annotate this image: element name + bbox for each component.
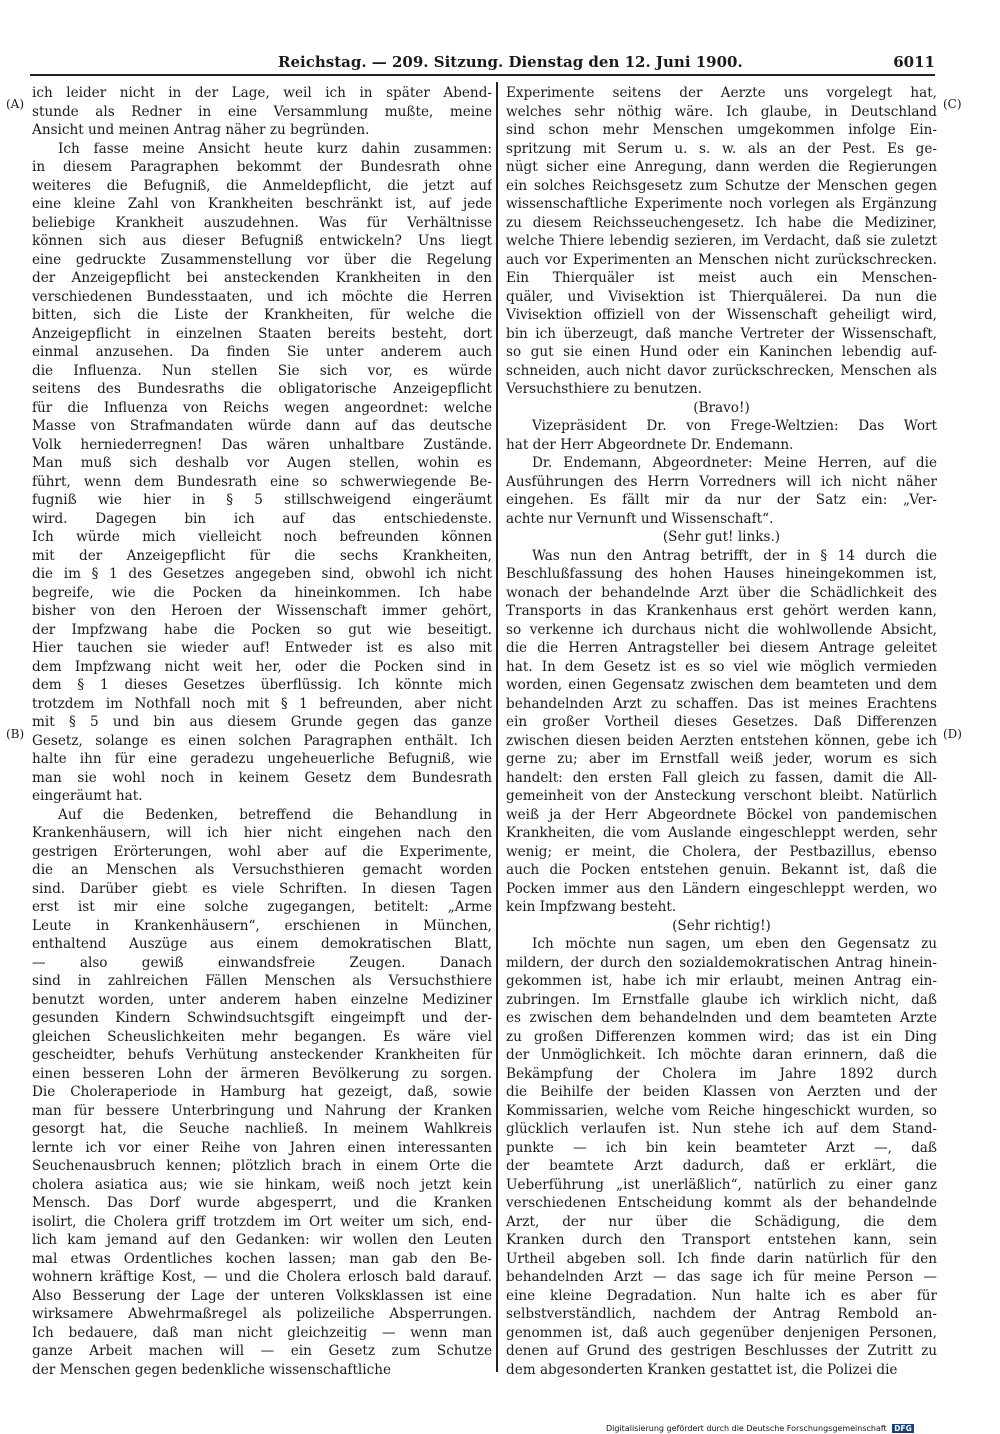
text-line: die im § 1 des Gesetzes angegeben sind, obwohl ich nicht — [32, 566, 492, 582]
text-line: eine gedruckte Zusammenstellung vor über die Regelung — [32, 251, 492, 268]
text-line: Seuchenausbruch kennen; plötzlich brach in einem Orte die — [32, 1158, 492, 1174]
text-line: Die Choleraperiode in Hamburg hat gezeigt, daß, sowie — [32, 1084, 492, 1100]
text-line: ich leider nicht in der Lage, weil ich in später Abend- — [32, 85, 492, 101]
text-line: welches sehr nöthig wäre. Ich glaube, in Deutschland — [506, 103, 937, 120]
text-line: bitten, sich die Liste der Krankheiten, für welche die — [32, 307, 492, 323]
text-line: achte nur Vernunft und Wissenschaft“. — [506, 510, 774, 527]
text-line: punkte — ich bin kein beamteter Arzt —, daß — [506, 1139, 937, 1156]
text-line: Vivisektion offiziell von der Wissenschaft geheiligt wird, — [506, 307, 937, 323]
text-line: eingeräumt hat. — [32, 788, 143, 804]
text-line: denen auf Grund des gestrigen Beschlusses der Zutritt zu — [506, 1343, 937, 1359]
text-line: gerne zu; aber im Ernstfall weiß jeder, worum es sich — [506, 751, 937, 767]
text-line: spritzung mit Serum u. s. w. als an der Pest. Es ge- — [506, 140, 937, 157]
text-line: gleichen Scheuslichkeiten mehr begangen. Es wäre viel — [32, 1028, 492, 1045]
credit-text: Digitalisierung gefördert durch die Deutsche Forschungsgemeinschaft — [606, 1424, 887, 1433]
text-line: worden, einen Gegensatz zwischen dem beamteten und dem — [506, 677, 937, 693]
text-line: Krankenhäusern, will ich hier nicht eingehen nach den — [32, 825, 492, 841]
text-line: — also gewiß einwandsfreie Zeugen. Danach — [32, 954, 492, 971]
text-line: so gut sie einen Hund oder ein Kaninchen lebendig auf- — [506, 344, 937, 360]
text-line: welche Thiere lebendig sezieren, im Verdacht, daß sie zuletzt — [506, 233, 937, 249]
text-line: mit der Anzeigepflicht für die sechs Krankheiten, — [32, 547, 492, 564]
text-line: eine kleine Degradation. Nun halte ich es aber für — [506, 1287, 937, 1304]
left-column — [32, 84, 492, 1379]
text-line: begreife, wie die Pocken da hineinkommen. Ich habe — [32, 584, 492, 601]
text-line: sind. Darüber giebt es viele Schriften. In diesen Tagen — [32, 880, 492, 897]
text-line: in diesem Paragraphen bekommt der Bundesrath ohne — [32, 159, 492, 175]
text-line: Ich bedauere, daß man nicht gleichzeitig — wenn man — [32, 1324, 492, 1341]
text-line: seitens des Bundesraths die obligatorische Anzeigepflicht — [32, 381, 492, 397]
text-line: wirksamere Abwehrmaßregel als polizeiliche Absperrungen. — [32, 1306, 492, 1322]
text-line: weiß ja der Herr Abgeordnete Böckel von pandemischen — [506, 806, 937, 823]
text-line: zu großen Differenzen kommen wird; das ist ein Ding — [506, 1028, 937, 1045]
right-column — [506, 84, 937, 1379]
text-line: Ausführungen des Herrn Vorredners will ich nicht näher — [506, 473, 937, 490]
text-line: hat der Herr Abgeordnete Dr. Endemann. — [506, 436, 794, 453]
text-line: der Unmöglichkeit. Ich möchte daran erinnern, daß die — [506, 1047, 937, 1063]
text-line: kein Impfzwang besteht. — [506, 899, 677, 915]
margin-marker-c: (C) — [943, 97, 962, 111]
text-line: schneiden, auch nicht davor zurückschrecken, Menschen als — [506, 362, 937, 379]
text-line: bin ich überzeugt, daß manche Vertreter der Wissenschaft, — [506, 325, 937, 342]
text-line: selbstverständlich, nachdem der Antrag Rembold an- — [506, 1306, 937, 1322]
text-line: Hier tauchen sie wieder auf! Entweder ist es also mit — [32, 640, 492, 656]
text-line: Ich fasse meine Ansicht heute kurz dahin zusammen: — [58, 140, 492, 157]
text-line: es zwischen dem behandelnden und dem beamteten Arzte — [506, 1010, 937, 1026]
text-line: sind schon mehr Menschen umgekommen infolge Ein- — [506, 122, 937, 138]
text-line: quäler, und Vivisektion ist Thierquälerei. Da nun die — [506, 288, 937, 305]
text-line: Kommissarien, welche vom Reiche hingeschickt wurden, so — [506, 1102, 937, 1119]
text-line: Urtheil abgeben soll. Ich finde darin natürlich für den — [506, 1250, 937, 1267]
text-line: halte ihn für eine geradezu ungeheuerliche Befugniß, wie — [32, 751, 492, 767]
text-line: eine kleine Zahl von Krankheiten beschränkt ist, auf jede — [32, 196, 492, 212]
text-line: handelt: den ersten Fall gleich zu fassen, damit die All- — [506, 769, 937, 786]
text-line: dem § 1 dieses Gesetzes überflüssig. Ich könnte mich — [32, 677, 492, 693]
text-line: bisher von den Heroen der Wissenschaft immer gehört, — [32, 603, 492, 619]
text-line: Ein Thierquäler ist meist auch ein Menschen- — [506, 270, 937, 286]
text-line: Ich möchte nun sagen, um eben den Gegensatz zu — [532, 936, 937, 952]
text-line: wohnern kräftige Kost, — und die Cholera erlosch bald darauf. — [32, 1269, 492, 1285]
text-line: Man muß sich deshalb vor Augen stellen, wohin es — [32, 455, 492, 471]
text-line: gestrigen Erörterungen, wohl aber auf die Experimente, — [32, 843, 492, 860]
text-line: (Sehr richtig!) — [672, 917, 771, 934]
text-line: Arzt, der nur über die Schädigung, die dem — [506, 1213, 937, 1230]
margin-marker-b: (B) — [6, 727, 25, 741]
text-line: Krankheiten, die vom Auslande eingeschleppt werden, sehr — [506, 825, 937, 841]
text-line: wenig; er meint, die Cholera, der Pestbazillus, ebenso — [506, 843, 937, 860]
text-line: Ich würde mich vielleicht noch befreunden können — [32, 529, 492, 545]
text-line: verschiedenen Entscheidung kommt als der behandelnde — [506, 1195, 937, 1211]
text-line: glücklich verlaufen ist. Nun stehe ich auf dem Stand- — [506, 1121, 937, 1137]
text-line: gemeinheit von der Ansteckung verschont bleibt. Natürlich — [506, 788, 937, 804]
text-line: wonach der behandelnde Arzt über die Schädlichkeit des — [506, 584, 937, 601]
running-title: Reichstag. — 209. Sitzung. Dienstag den 12. Juni 1900. — [278, 53, 743, 71]
text-line: cholera asiatica aus; wie sie hinkam, weiß noch jetzt kein — [32, 1176, 492, 1193]
text-line: (Bravo!) — [693, 399, 750, 416]
page-number: 6011 — [893, 53, 935, 71]
text-line: behandelnden Arzt — das sage ich für meine Person — — [506, 1269, 937, 1285]
text-line: auch die Pocken entstehen genuin. Bekannt ist, daß die — [506, 862, 937, 878]
text-line: erst ist mir eine solche zugegangen, betitelt: „Arme — [32, 899, 492, 915]
text-line: Beschlußfassung des hohen Hauses hineingekommen ist, — [506, 566, 937, 582]
text-line: trotzdem im Nothfall noch mit § 1 befreunden, aber nicht — [32, 695, 492, 712]
text-line: gesunden Kindern Schwindsuchtsgift eingeimpft und der- — [32, 1010, 492, 1026]
margin-marker-a: (A) — [6, 97, 25, 111]
text-line: mit § 5 und bin aus diesem Grunde gegen das ganze — [32, 714, 492, 730]
text-line: Ansicht und meinen Antrag näher zu begründen. — [32, 122, 370, 138]
text-line: Transports in das Krankenhaus erst gehört werden kann, — [506, 603, 937, 619]
text-line: Was nun den Antrag betrifft, der in § 14 durch die — [532, 547, 937, 564]
text-line: die die Herren Antragsteller bei diesem Antrage geleitet — [506, 640, 937, 656]
text-line: gesorgt hat, die Seuche nachließ. In meinem Wahlkreis — [32, 1121, 492, 1137]
text-line: enthaltend Auszüge aus einem demokratischen Blatt, — [32, 936, 492, 952]
text-line: man für bessere Unterbringung und Nahrung der Kranken — [32, 1102, 492, 1119]
text-line: eingehen. Es fällt mir da nur der Satz ein: „Ver- — [506, 492, 937, 508]
text-line: benutzt worden, unter anderem haben einzelne Mediziner — [32, 991, 492, 1008]
page-header — [30, 53, 935, 73]
text-line: mal etwas Ordentliches kochen lassen; man gab den Be- — [32, 1250, 492, 1267]
text-line: sind in zahlreichen Fällen Menschen als Versuchsthiere — [32, 973, 492, 989]
text-line: zu diesem Reichsseuchengesetz. Ich habe die Mediziner, — [506, 214, 937, 231]
text-line: Bekämpfung der Cholera im Jahre 1892 durch — [506, 1065, 937, 1082]
text-line: Mensch. Das Dorf wurde abgesperrt, und die Kranken — [32, 1195, 492, 1211]
text-line: wissenschaftliche Experimente noch vorlegen als Ergänzung — [506, 196, 937, 212]
text-line: Dr. Endemann, Abgeordneter: Meine Herren, auf die — [532, 455, 937, 471]
text-line: Kranken durch den Transport entstehen kann, sein — [506, 1232, 937, 1248]
text-line: ein solches Reichsgesetz zum Schutze der Menschen gegen — [506, 177, 937, 194]
text-line: Leute in Krankenhäusern“, erschienen in München, — [32, 917, 492, 934]
text-line: dem Impfzwang nicht weit her, oder die Pocken sind in — [32, 658, 492, 675]
text-line: beliebige Krankheit auszudehnen. Was für Verhältnisse — [32, 214, 492, 231]
text-line: man sie wohl noch in keinem Gesetz dem Bundesrath — [32, 769, 492, 786]
text-line: die Beihilfe der beiden Klassen von Aerzten und der — [506, 1084, 937, 1100]
text-line: lich kam jemand auf den Gedanken: wir wollen den Leuten — [32, 1232, 492, 1248]
margin-marker-d: (D) — [943, 727, 962, 741]
text-line: Auf die Bedenken, betreffend die Behandlung in — [58, 806, 492, 823]
text-line: für die Influenza von Reichs wegen angeordnet: welche — [32, 399, 492, 416]
text-line: Pocken immer aus den Ländern eingeschleppt werden, wo — [506, 880, 937, 897]
text-line: hat. In dem Gesetz ist es so viel wie möglich vermieden — [506, 658, 937, 675]
text-line: Volk herniederregnen! Das wären unhaltbare Zustände. — [32, 436, 492, 453]
text-line: Anzeigepflicht in einzelnen Staaten bereits besteht, dort — [32, 325, 492, 342]
text-line: gescheidter, behufs Verhütung ansteckender Krankheiten für — [32, 1047, 492, 1063]
column-divider — [496, 82, 498, 1372]
dfg-logo: DFG — [894, 1424, 912, 1433]
text-line: der beamtete Arzt dadurch, daß er erklärt, die — [506, 1158, 937, 1174]
text-line: Experimente seitens der Aerzte uns vorgelegt hat, — [506, 85, 937, 101]
text-line: (Sehr gut! links.) — [662, 529, 781, 545]
text-line: isolirt, die Cholera griff trotzdem im Ort weiter um sich, end- — [32, 1213, 492, 1230]
text-line: können sich aus dieser Befugniß entwickeln? Uns liegt — [32, 233, 492, 249]
text-line: weiteres die Befugniß, die Anmeldepflicht, die jetzt auf — [32, 177, 492, 194]
text-line: genommen ist, daß auch gegenüber denjenigen Personen, — [506, 1324, 937, 1341]
text-line: Vizepräsident Dr. von Frege-Weltzien: Das Wort — [532, 418, 937, 434]
text-line: ein großer Vortheil dieses Gesetzes. Daß Differenzen — [506, 714, 937, 730]
text-line: führt, wenn dem Bundesrath eine so schwerwiegende Be- — [32, 473, 492, 490]
text-line: einen besseren Lohn der ärmeren Bevölkerung zu sorgen. — [32, 1065, 492, 1082]
text-line: die Influenza. Nun stellen Sie sich vor, es würde — [32, 362, 492, 379]
text-line: verschiedenen Bundesstaaten, und ich möchte die Herren — [32, 288, 492, 305]
text-line: die an Menschen als Versuchsthieren gemacht worden — [32, 862, 492, 878]
text-line: zwischen diesen beiden Aerzten entstehen können, gebe ich — [506, 732, 937, 749]
text-line: ganze Arbeit machen will — ein Gesetz zum Schutze — [32, 1343, 492, 1359]
text-line: der Menschen gegen bedenkliche wissenschaftliche — [32, 1361, 392, 1378]
text-line: der Impfzwang habe die Pocken so gut wie beseitigt. — [32, 621, 492, 638]
digitization-credit — [606, 1424, 914, 1433]
text-line: mildern, der durch den sozialdemokratischen Antrag hinein- — [506, 954, 937, 971]
text-line: Ueberführung „ist unerläßlich“, natürlich zu einer ganz — [506, 1176, 937, 1193]
text-line: so verkenne ich durchaus nicht die wohlwollende Absicht, — [506, 621, 937, 638]
text-line: fugniß wie hier in § 5 stillschweigend eingeräumt — [32, 492, 492, 508]
text-line: dem abgesonderten Kranken gestattet ist, die Polizei die — [506, 1361, 898, 1378]
text-line: nügt sicher eine Anregung, dann werden die Regierungen — [506, 159, 937, 175]
text-line: wird. Dagegen bin ich auf das entschiedenste. — [32, 510, 492, 527]
text-line: Versuchsthiere zu benutzen. — [506, 381, 702, 397]
text-line: Gesetz, solange es einen solchen Paragraphen enthält. Ich — [32, 732, 492, 749]
text-line: einmal anzusehen. Da finden Sie unter anderem auch — [32, 344, 492, 360]
text-line: gekommen ist, habe ich mir erlaubt, meinen Antrag ein- — [506, 973, 937, 989]
text-line: zubringen. Im Ernstfalle glaube ich wirklich nicht, daß — [506, 991, 937, 1008]
header-rule — [30, 74, 935, 76]
text-line: lernte ich vor einer Reihe von Jahren einen interessanten — [32, 1139, 492, 1156]
text-line: Masse von Strafmandaten würde dann auf das deutsche — [32, 418, 492, 434]
text-line: auch vor Experimenten an Menschen nicht zurückschrecken. — [506, 251, 937, 268]
text-line: Also Besserung der Lage der unteren Volksklassen ist eine — [32, 1287, 492, 1304]
text-line: stunde als Redner in eine Versammlung mußte, meine — [32, 103, 492, 120]
text-line: der Anzeigepflicht bei ansteckenden Krankheiten in den — [32, 270, 492, 286]
text-line: behandelnden Arzt zu schaffen. Das ist meines Erachtens — [506, 695, 937, 712]
